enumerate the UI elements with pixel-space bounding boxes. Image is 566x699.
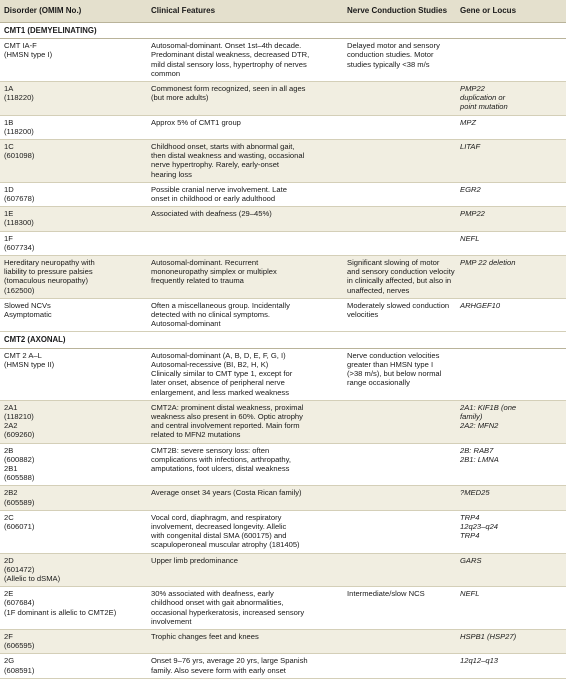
clinical-features-cell	[147, 629, 343, 653]
cell-text-line: EGR2	[460, 184, 481, 194]
cell-text-line: Vocal cord, diaphragm, and respiratory	[151, 512, 282, 522]
cell-text-line: mononeuropathy simplex or multiplex	[151, 267, 277, 277]
clinical-features-cell	[147, 587, 343, 630]
gene-locus-cell	[456, 207, 566, 231]
cell-text-line: 30% associated with deafness, early	[151, 589, 274, 599]
table-row	[0, 207, 566, 231]
cell-text-line: studies typically <38 m/s	[347, 59, 430, 69]
cell-text-line: detected with no clinical symptoms.	[151, 310, 271, 320]
cell-text-line: nerve hypertrophy. Rarely, early-onset	[151, 160, 280, 170]
cell-text-line: (607684)	[4, 598, 35, 608]
gene-locus-cell	[456, 348, 566, 400]
disorder-cell	[0, 654, 147, 678]
cell-text-line: conduction studies. Motor	[347, 50, 434, 60]
table-row	[0, 39, 566, 82]
cell-text-line: 2B	[4, 445, 14, 455]
section-header-row	[0, 23, 566, 39]
disorder-cell	[0, 207, 147, 231]
cell-text-line: 2B2	[4, 488, 18, 498]
clinical-features-cell	[147, 654, 343, 678]
cell-text-line: ARHGEF10	[460, 300, 501, 310]
cell-text-line: 1A	[4, 84, 14, 94]
nerve-conduction-cell	[343, 39, 456, 82]
cell-text-line: Autosomal-recessive (BI, B2, H, K)	[151, 359, 269, 369]
cell-text-line: occasional hyperkeratosis, increased sensory	[151, 607, 305, 617]
cell-text-line: 1E	[4, 209, 14, 219]
cell-text-line: Onset 9–76 yrs, average 20 yrs, large Spanish	[151, 656, 308, 666]
clinical-features-cell	[147, 298, 343, 332]
cell-text-line: (606071)	[4, 521, 35, 531]
nerve-conduction-cell	[343, 115, 456, 139]
disorder-cell	[0, 443, 147, 486]
cell-text-line: Autosomal-dominant. Onset 1st–4th decade.	[151, 41, 302, 51]
disorder-cell	[0, 510, 147, 553]
header-nerve-conduction: Nerve Conduction Studies	[343, 0, 456, 23]
nerve-conduction-cell	[343, 510, 456, 553]
cell-text-line: ?MED25	[460, 488, 490, 498]
cell-text-line: onset in childhood or early adulthood	[151, 194, 276, 204]
cell-text-line: Autosomal-dominant. Recurrent	[151, 258, 259, 268]
cell-text-line: (1F dominant is allelic to CMT2E)	[4, 607, 117, 617]
cell-text-line: enlargement, and less marked weakness	[151, 387, 290, 397]
cell-text-line: 2B: RAB7	[460, 445, 494, 455]
gene-locus-cell	[456, 298, 566, 332]
table-row	[0, 553, 566, 587]
table-row	[0, 654, 566, 678]
cell-text-line: and sensory conduction velocity	[347, 267, 455, 277]
section-header-row	[0, 332, 566, 348]
cell-text-line: greater than HMSN type I	[347, 359, 434, 369]
table-row	[0, 629, 566, 653]
gene-locus-cell	[456, 82, 566, 116]
header-gene-locus: Gene or Locus	[456, 0, 566, 23]
cell-text-line: range occasionally	[347, 378, 410, 388]
cell-text-line: (>38 m/s), but below normal	[347, 369, 442, 379]
disorder-cell	[0, 115, 147, 139]
clinical-features-cell	[147, 39, 343, 82]
gene-locus-cell	[456, 400, 566, 443]
cell-text-line: complications with infections, arthropathy,	[151, 454, 291, 464]
cell-text-line: NEFL	[460, 233, 480, 243]
cell-text-line: Possible cranial nerve involvement. Late	[151, 184, 287, 194]
cell-text-line: (606595)	[4, 641, 35, 651]
cell-text-line: weakness also present in 60%. Optic atrophy	[151, 411, 303, 421]
disorder-cell	[0, 400, 147, 443]
cell-text-line: (162500)	[4, 285, 35, 295]
cell-text-line: Delayed motor and sensory	[347, 41, 440, 51]
table-row	[0, 486, 566, 510]
section-title: CMT1 (DEMYELINATING)	[0, 23, 566, 39]
gene-locus-cell	[456, 654, 566, 678]
cell-text-line: with congenital distal SMA (600175) and	[151, 531, 287, 541]
cell-text-line: (605588)	[4, 473, 35, 483]
cell-text-line: duplication or	[460, 93, 506, 103]
cell-text-line: (tomaculous neuropathy)	[4, 276, 88, 286]
table-row	[0, 587, 566, 630]
gene-locus-cell	[456, 629, 566, 653]
cell-text-line: 1B	[4, 117, 14, 127]
table-row	[0, 510, 566, 553]
cell-text-line: involvement	[151, 616, 192, 626]
nerve-conduction-cell	[343, 348, 456, 400]
cell-text-line: involvement, decreased longevity. Allelic	[151, 521, 287, 531]
clinical-features-cell	[147, 140, 343, 183]
cell-text-line: (607734)	[4, 242, 35, 252]
cell-text-line: in clinically affected, but also in	[347, 276, 452, 286]
cell-text-line: PMP22	[460, 84, 485, 94]
cell-text-line: liability to pressure palsies	[4, 267, 93, 277]
cell-text-line: TRP4	[460, 531, 480, 541]
cell-text-line: Clinically similar to CMT type 1, except for	[151, 369, 293, 379]
clinical-features-cell	[147, 207, 343, 231]
disorder-cell	[0, 82, 147, 116]
table-row	[0, 115, 566, 139]
gene-locus-cell	[456, 231, 566, 255]
disorder-cell	[0, 182, 147, 206]
cell-text-line: then distal weakness and wasting, occasional	[151, 151, 305, 161]
cell-text-line: common	[151, 68, 181, 78]
cell-text-line: 2G	[4, 656, 15, 666]
table-row	[0, 443, 566, 486]
gene-locus-cell	[456, 39, 566, 82]
nerve-conduction-cell	[343, 443, 456, 486]
cell-text-line: family. Also severe form with early onset	[151, 665, 286, 675]
cell-text-line: 2A2: MFN2	[460, 421, 499, 431]
cell-text-line: Trophic changes feet and knees	[151, 631, 259, 641]
table-row	[0, 348, 566, 400]
cell-text-line: (601098)	[4, 151, 35, 161]
nerve-conduction-cell	[343, 182, 456, 206]
cell-text-line: 2A1	[4, 402, 18, 412]
cell-text-line: MPZ	[460, 117, 477, 127]
clinical-features-cell	[147, 510, 343, 553]
cell-text-line: velocities	[347, 310, 379, 320]
clinical-features-cell	[147, 82, 343, 116]
cell-text-line: CMT 2 A–L	[4, 350, 42, 360]
cell-text-line: (609260)	[4, 430, 35, 440]
clinical-features-cell	[147, 182, 343, 206]
cell-text-line: TRP4	[460, 512, 480, 522]
cell-text-line: 1D	[4, 184, 14, 194]
cell-text-line: 2B1: LMNA	[460, 454, 499, 464]
clinical-features-cell	[147, 553, 343, 587]
gene-locus-cell	[456, 182, 566, 206]
cell-text-line: (608591)	[4, 665, 35, 675]
gene-locus-cell	[456, 443, 566, 486]
header-clinical-features: Clinical Features	[147, 0, 343, 23]
cell-text-line: (605589)	[4, 497, 35, 507]
gene-locus-cell	[456, 256, 566, 299]
gene-locus-cell	[456, 140, 566, 183]
cell-text-line: (HMSN type II)	[4, 359, 55, 369]
cell-text-line: childhood onset with gait abnormalities,	[151, 598, 284, 608]
cell-text-line: 1C	[4, 142, 14, 152]
cell-text-line: Autosomal-dominant	[151, 319, 221, 329]
cell-text-line: mild distal sensory loss, hypertrophy of nerves	[151, 59, 307, 69]
nerve-conduction-cell	[343, 298, 456, 332]
cell-text-line: GARS	[460, 555, 482, 565]
disorder-cell	[0, 348, 147, 400]
table-row	[0, 256, 566, 299]
cell-text-line: PMP22	[460, 209, 485, 219]
cell-text-line: (118300)	[4, 218, 34, 228]
cell-text-line: (HMSN type I)	[4, 50, 53, 60]
cell-text-line: hearing loss	[151, 169, 192, 179]
cell-text-line: 12q12–q13	[460, 656, 499, 666]
disorder-cell	[0, 256, 147, 299]
gene-locus-cell	[456, 587, 566, 630]
cell-text-line: scapuloperoneal muscular atrophy (181405)	[151, 540, 300, 550]
table-body	[0, 23, 566, 679]
cell-text-line: Asymptomatic	[4, 310, 52, 320]
cell-text-line: 2E	[4, 589, 14, 599]
disorder-cell	[0, 231, 147, 255]
cell-text-line: frequently related to trauma	[151, 276, 244, 286]
cell-text-line: Upper limb predominance	[151, 555, 238, 565]
cell-text-line: NEFL	[460, 589, 480, 599]
gene-locus-cell	[456, 115, 566, 139]
nerve-conduction-cell	[343, 553, 456, 587]
cell-text-line: Commonest form recognized, seen in all ages	[151, 84, 306, 94]
nerve-conduction-cell	[343, 486, 456, 510]
disorder-cell	[0, 553, 147, 587]
clinical-features-cell	[147, 400, 343, 443]
cell-text-line: Average onset 34 years (Costa Rican family)	[151, 488, 302, 498]
table-row	[0, 298, 566, 332]
cell-text-line: 2B1	[4, 463, 18, 473]
nerve-conduction-cell	[343, 587, 456, 630]
cell-text-line: and central involvement reported. Main form	[151, 421, 300, 431]
cell-text-line: 1F	[4, 233, 13, 243]
nerve-conduction-cell	[343, 231, 456, 255]
cell-text-line: (118200)	[4, 126, 34, 136]
cell-text-line: CMT2A: prominent distal weakness, proximal	[151, 402, 304, 412]
cell-text-line: 2C	[4, 512, 14, 522]
cell-text-line: later onset, absence of peripheral nerve	[151, 378, 285, 388]
cell-text-line: 2A2	[4, 421, 18, 431]
cell-text-line: (but more adults)	[151, 93, 209, 103]
table-row	[0, 182, 566, 206]
cell-text-line: (118220)	[4, 93, 34, 103]
clinical-features-cell	[147, 115, 343, 139]
disorder-cell	[0, 587, 147, 630]
nerve-conduction-cell	[343, 400, 456, 443]
cell-text-line: point mutation	[460, 102, 508, 112]
table-row	[0, 231, 566, 255]
cell-text-line: Moderately slowed conduction	[347, 300, 450, 310]
disorder-cell	[0, 486, 147, 510]
cell-text-line: Intermediate/slow NCS	[347, 589, 425, 599]
disorder-cell	[0, 140, 147, 183]
clinical-features-cell	[147, 256, 343, 299]
cell-text-line: (601472)	[4, 564, 35, 574]
gene-locus-cell	[456, 510, 566, 553]
cell-text-line: Childhood onset, starts with abnormal gait,	[151, 142, 295, 152]
cell-text-line: 12q23–q24	[460, 521, 499, 531]
table-row	[0, 400, 566, 443]
nerve-conduction-cell	[343, 629, 456, 653]
cell-text-line: Predominant distal weakness, decreased DTR,	[151, 50, 310, 60]
clinical-features-cell	[147, 231, 343, 255]
cell-text-line: family)	[460, 411, 483, 421]
disorder-cell	[0, 39, 147, 82]
table-row	[0, 140, 566, 183]
disorder-cell	[0, 298, 147, 332]
cell-text-line: Associated with deafness (29–45%)	[151, 209, 272, 219]
cell-text-line: Hereditary neuropathy with	[4, 258, 95, 268]
clinical-features-cell	[147, 348, 343, 400]
cell-text-line: unaffected, nerves	[347, 285, 410, 295]
cell-text-line: CMT2B: severe sensory loss: often	[151, 445, 270, 455]
cell-text-line: (Allelic to dSMA)	[4, 573, 61, 583]
nerve-conduction-cell	[343, 82, 456, 116]
nerve-conduction-cell	[343, 207, 456, 231]
clinical-features-cell	[147, 443, 343, 486]
cell-text-line: 2A1: KIF1B (one	[460, 402, 517, 412]
disorder-cell	[0, 629, 147, 653]
cell-text-line: PMP 22 deletion	[460, 258, 516, 268]
header-disorder: Disorder (OMIM No.)	[0, 0, 147, 23]
table-header-row	[0, 0, 566, 23]
cell-text-line: (118210)	[4, 411, 34, 421]
cell-text-line: Approx 5% of CMT1 group	[151, 117, 241, 127]
cell-text-line: 2F	[4, 631, 13, 641]
cell-text-line: Significant slowing of motor	[347, 258, 440, 268]
table-row	[0, 82, 566, 116]
nerve-conduction-cell	[343, 140, 456, 183]
cell-text-line: Often a miscellaneous group. Incidentally	[151, 300, 290, 310]
cell-text-line: CMT IA-F	[4, 41, 37, 51]
cell-text-line: 2D	[4, 555, 14, 565]
cell-text-line: Autosomal-dominant (A, B, D, E, F, G, I)	[151, 350, 286, 360]
cell-text-line: related to MFN2 mutations	[151, 430, 241, 440]
cell-text-line: amputations, foot ulcers, distal weakness	[151, 463, 290, 473]
cell-text-line: Nerve conduction velocities	[347, 350, 440, 360]
cell-text-line: LITAF	[460, 142, 481, 152]
cell-text-line: Slowed NCVs	[4, 300, 51, 310]
gene-locus-cell	[456, 486, 566, 510]
gene-locus-cell	[456, 553, 566, 587]
section-title: CMT2 (AXONAL)	[0, 332, 566, 348]
cell-text-line: (607678)	[4, 194, 35, 204]
nerve-conduction-cell	[343, 654, 456, 678]
nerve-conduction-cell	[343, 256, 456, 299]
cell-text-line: (600882)	[4, 454, 35, 464]
clinical-features-cell	[147, 486, 343, 510]
cell-text-line: HSPB1 (HSP27)	[460, 631, 517, 641]
